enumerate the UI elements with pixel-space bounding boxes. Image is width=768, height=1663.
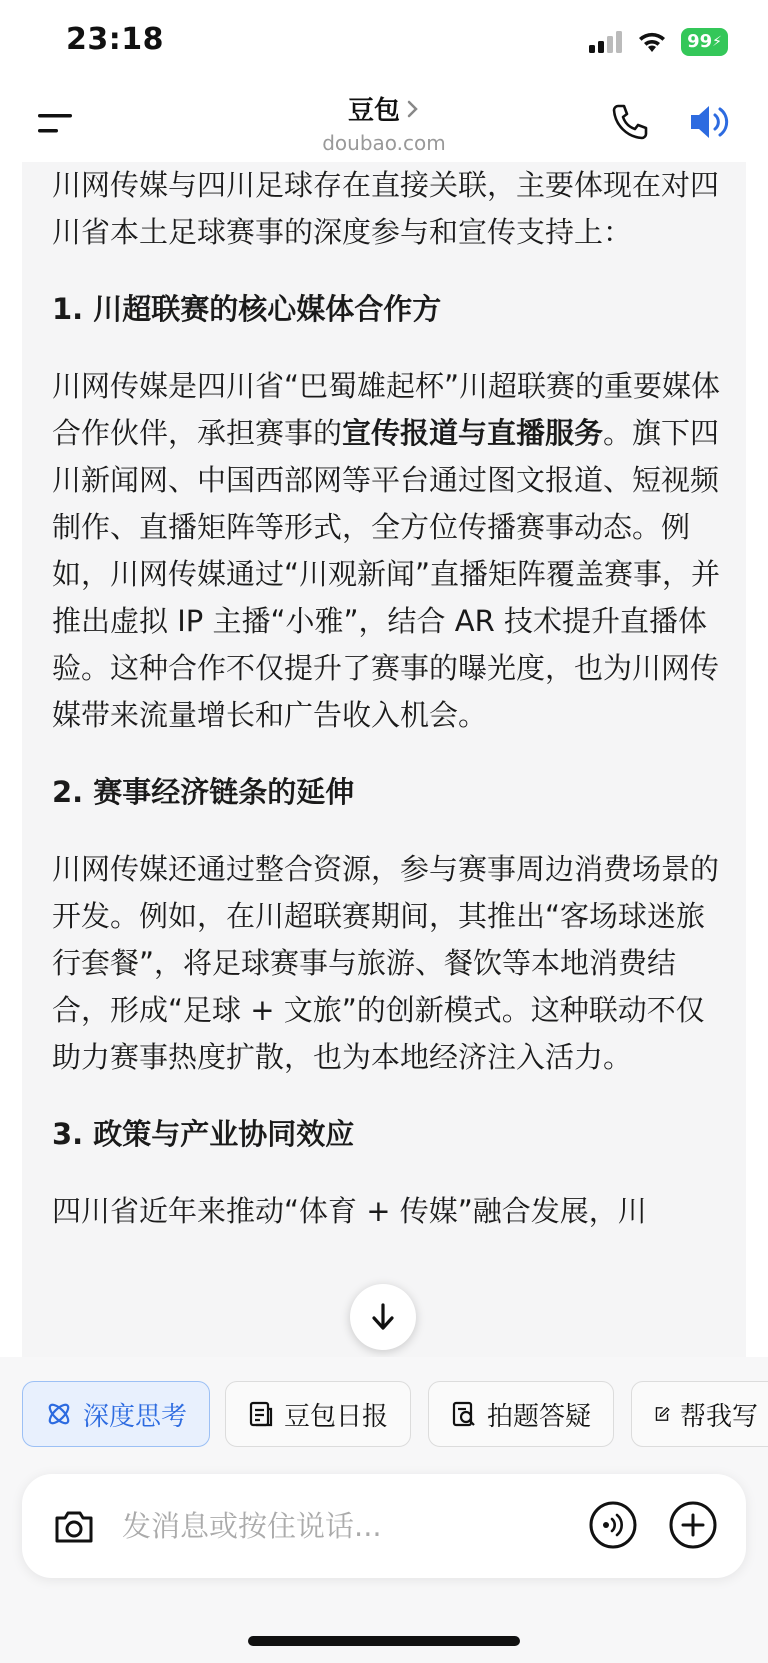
voice-input-icon[interactable]	[588, 1500, 638, 1550]
quick-actions-bar	[0, 1357, 768, 1477]
scroll-down-button[interactable]	[350, 1284, 416, 1350]
charging-icon: ⚡	[712, 34, 722, 50]
camera-icon[interactable]	[52, 1504, 96, 1548]
signal-icon	[589, 31, 623, 53]
section-paragraph-2: 川网传媒还通过整合资源，参与赛事周边消费场景的开发。例如，在川超联赛期间，其推出“客场球迷旅行套餐”，将足球赛事与旅游、餐饮等本地消费结合，形成“足球 + 文旅”的创新模式。这种联动不仅助力赛事热度扩散，也为本地经济注入活力。	[52, 852, 720, 1074]
chip-label: 拍题答疑	[487, 1401, 592, 1432]
chip-label: 帮我写	[679, 1401, 758, 1432]
chip-label: 豆包日报	[284, 1401, 389, 1432]
chip-help-write[interactable]	[631, 1381, 768, 1447]
section-heading-3: 3. 政策与产业协同效应	[52, 1117, 355, 1151]
page-title[interactable]: 豆包	[347, 96, 400, 126]
photo-question-icon	[451, 1400, 477, 1428]
daily-report-icon	[248, 1400, 274, 1428]
intro-paragraph: 川网传媒与四川足球存在直接关联，主要体现在对四川省本土足球赛事的深度参与和宣传支持上：	[52, 168, 720, 249]
chevron-right-icon	[406, 99, 420, 119]
chip-photo-question[interactable]	[428, 1381, 614, 1447]
deep-think-icon	[45, 1400, 73, 1428]
section-heading-2: 2. 赛事经济链条的延伸	[52, 775, 355, 809]
section-heading-1: 1. 川超联赛的核心媒体合作方	[52, 292, 442, 326]
battery-level: 99	[687, 31, 713, 52]
section-paragraph-3-partial: 四川省近年来推动“体育 + 传媒”融合发展，川	[52, 1194, 647, 1228]
message-content	[52, 162, 732, 1265]
plus-icon[interactable]	[668, 1500, 718, 1550]
wifi-icon	[637, 31, 667, 53]
chip-deep-think[interactable]	[22, 1381, 210, 1447]
section-paragraph-1	[52, 363, 732, 739]
p1-text-b: 。旗下四川新闻网、中国西部网等平台通过图文报道、短视频制作、直播矩阵等形式，全方位传播赛事动态。例如，川网传媒通过“川观新闻”直播矩阵覆盖赛事，并推出虚拟 IP 主播“小雅”，结合 AR 技术提升直播体验。这种合作不仅提升了赛事的曝光度，也为川网传媒带来流量增长和广告收入机会。	[52, 416, 721, 732]
status-time: 23:18	[66, 22, 164, 57]
app-header	[0, 80, 768, 162]
arrow-down-icon	[370, 1302, 396, 1332]
battery-indicator	[681, 28, 728, 56]
status-bar	[0, 0, 768, 80]
chip-daily-report[interactable]	[225, 1381, 411, 1447]
p1-text-a: 川网传媒是四川省“巴蜀雄起杯”川超联赛的重要媒体合作伙伴，承担赛事的	[52, 369, 721, 450]
title-block[interactable]	[0, 90, 768, 155]
speaker-icon[interactable]	[688, 102, 732, 142]
message-card	[22, 162, 746, 1357]
phone-icon[interactable]	[610, 102, 650, 142]
home-indicator	[248, 1636, 520, 1646]
p1-bold-text: 宣传报道与直播服务	[342, 416, 604, 450]
message-input-bar	[22, 1474, 746, 1578]
chip-label: 深度思考	[83, 1401, 188, 1432]
page-subtitle: doubao.com	[322, 131, 446, 155]
message-input[interactable]: 发消息或按住说话...	[122, 1509, 382, 1543]
write-icon	[654, 1400, 670, 1428]
status-icons	[589, 28, 728, 56]
